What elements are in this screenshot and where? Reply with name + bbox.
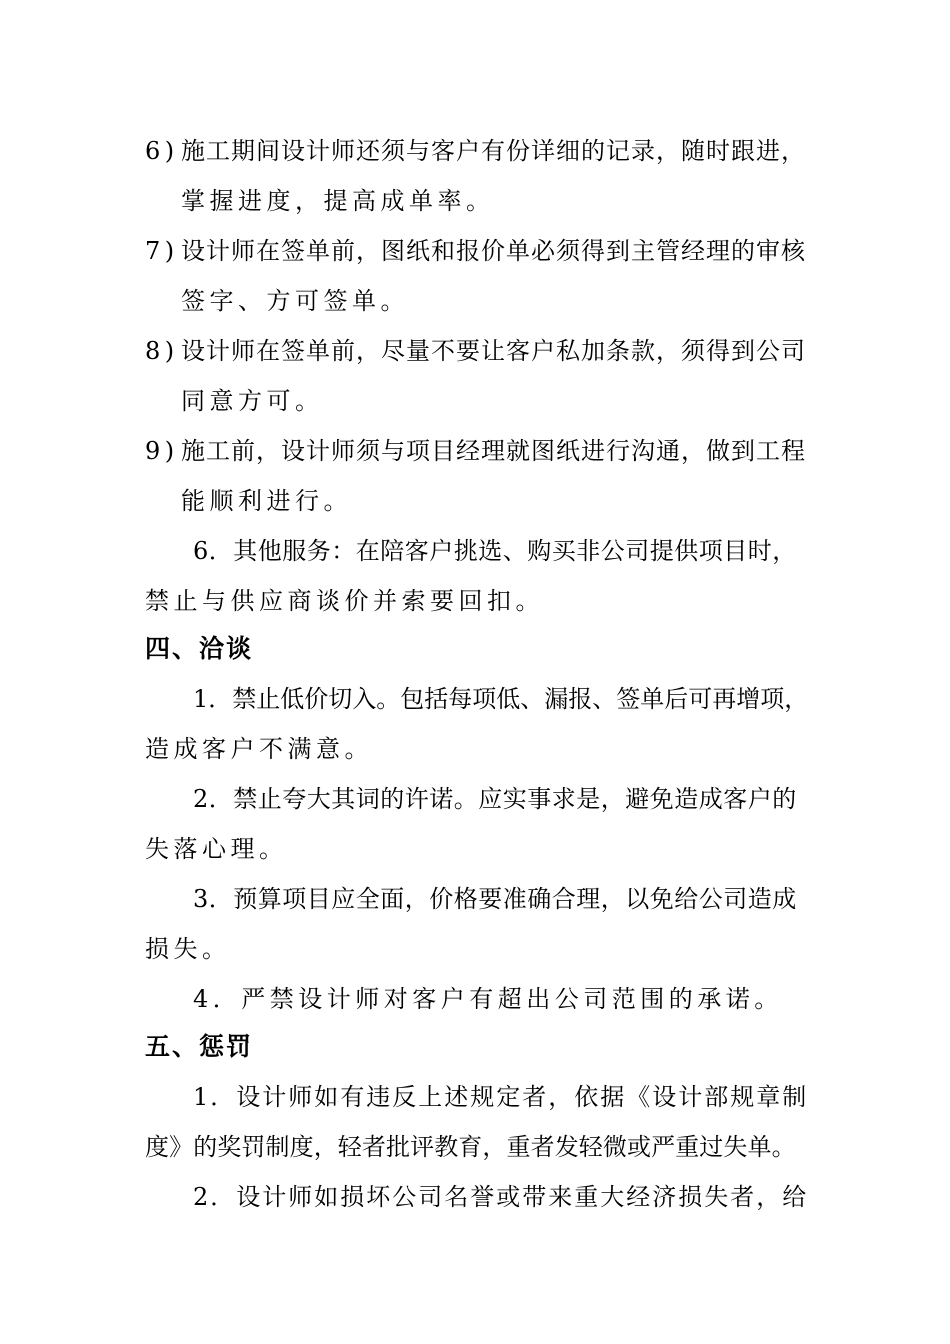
list-item-text: 施工前，设计师须与项目经理就图纸进行沟通，做到工程 bbox=[181, 437, 806, 465]
paragraph-line: 1．设计师如有违反上述规定者，依据《设计部规章制 bbox=[193, 1083, 809, 1111]
paragraph-line: 造成客户不满意。 bbox=[145, 735, 373, 763]
paragraph-line: 2．设计师如损坏公司名誉或带来重大经济损失者，给 bbox=[193, 1183, 809, 1211]
paragraph-line: 度》的奖罚制度，轻者批评教育，重者发轻微或严重过失单。 bbox=[145, 1133, 796, 1161]
list-item-number: 7) bbox=[145, 237, 179, 265]
paragraph-line: 2．禁止夸大其词的许诺。应实事求是，避免造成客户的 bbox=[193, 785, 797, 813]
paragraph-line: 3．预算项目应全面，价格要准确合理，以免给公司造成 bbox=[193, 885, 797, 913]
list-item-text-continued: 能顺利进行。 bbox=[181, 487, 352, 515]
list-item-text-continued: 签字、方可签单。 bbox=[181, 287, 409, 315]
paragraph-line: 1．禁止低价切入。包括每项低、漏报、签单后可再增项， bbox=[193, 685, 809, 713]
list-item-text: 施工期间设计师还须与客户有份详细的记录，随时跟进， bbox=[181, 137, 806, 165]
list-item-number: 8) bbox=[145, 337, 179, 365]
paragraph-line: 6．其他服务：在陪客户挑选、购买非公司提供项目时， bbox=[193, 537, 797, 565]
section-heading-negotiation: 四、洽谈 bbox=[145, 634, 254, 663]
list-item-text: 设计师在签单前，图纸和报价单必须得到主管经理的审核 bbox=[181, 237, 806, 265]
list-item-text-continued: 同意方可。 bbox=[181, 387, 324, 415]
list-item-text: 设计师在签单前，尽量不要让客户私加条款，须得到公司 bbox=[181, 337, 806, 365]
list-item-number: 6) bbox=[145, 137, 179, 165]
section-heading-penalty: 五、惩罚 bbox=[145, 1032, 254, 1061]
paragraph-line: 损失。 bbox=[145, 935, 231, 963]
list-item-text-continued: 掌握进度，提高成单率。 bbox=[181, 187, 495, 215]
paragraph-line: 4．严禁设计师对客户有超出公司范围的承诺。 bbox=[193, 985, 783, 1013]
paragraph-line: 失落心理。 bbox=[145, 835, 288, 863]
paragraph-line: 禁止与供应商谈价并索要回扣。 bbox=[145, 587, 544, 615]
list-item-number: 9) bbox=[145, 437, 179, 465]
